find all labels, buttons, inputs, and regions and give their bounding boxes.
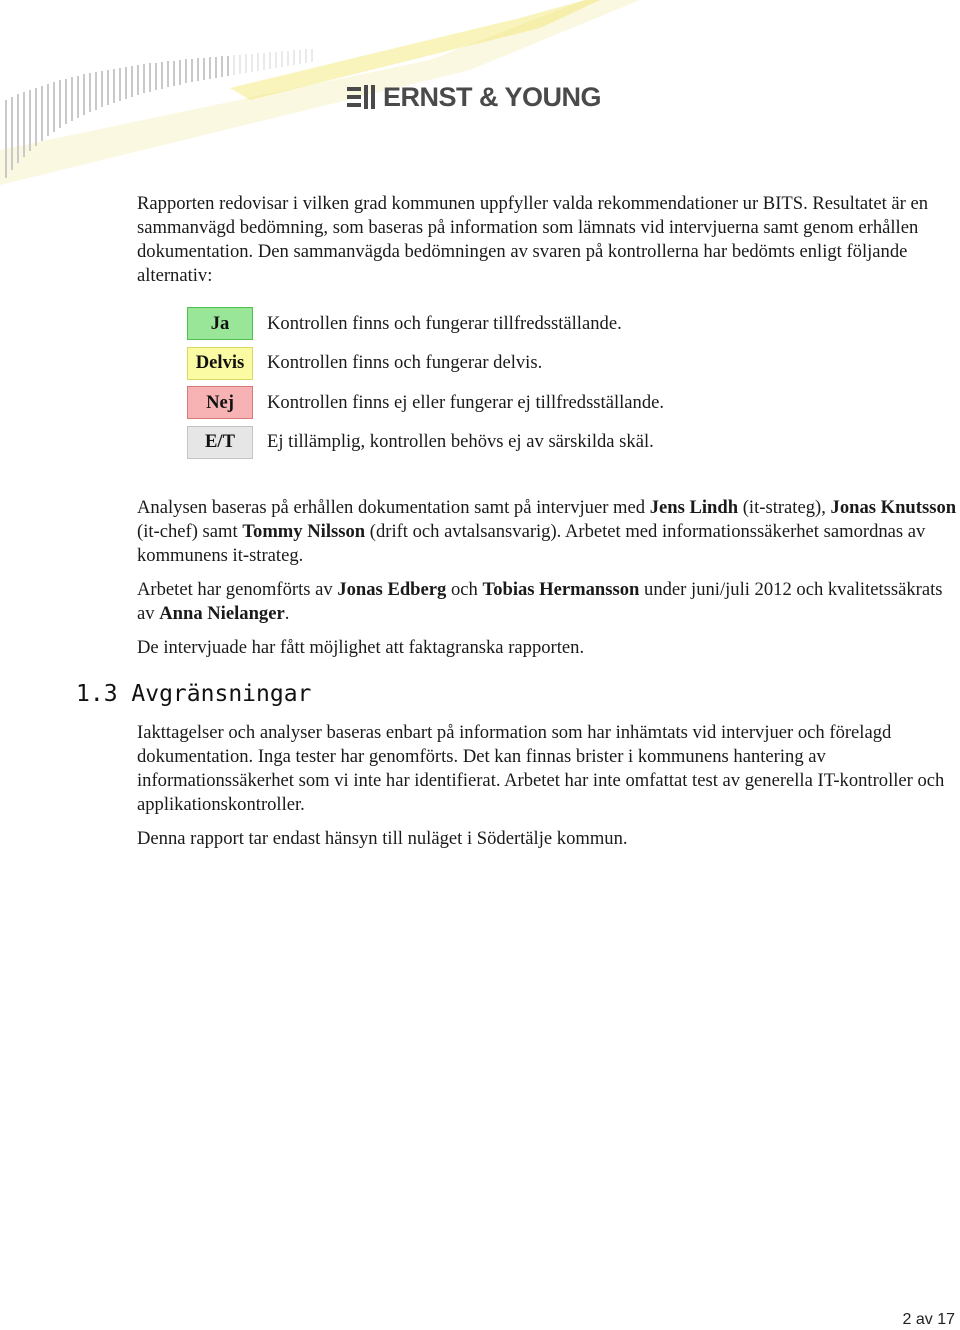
person-name: Jonas Edberg (337, 579, 447, 600)
person-name: Tommy Nilsson (242, 521, 366, 542)
legend-row-nej (187, 383, 664, 423)
person-name: Tobias Hermansson (482, 579, 640, 600)
review-paragraph: De intervjuade har fått möjlighet att faktagranska rapporten. (137, 637, 585, 658)
legend-badge-delvis: Delvis (187, 347, 253, 380)
company-logo (347, 82, 601, 113)
logo-text: ERNST & YOUNG (383, 82, 602, 112)
legend-badge-ja: Ja (187, 307, 253, 340)
person-name: Anna Nielanger (159, 603, 285, 624)
legend-description: Ej tillämplig, kontrollen behövs ej av särskilda skäl. (267, 431, 654, 453)
person-name: Jens Lindh (649, 497, 739, 518)
person-name: Jonas Knutsson (830, 497, 957, 518)
legend-description: Kontrollen finns ej eller fungerar ej tillfredsställande. (267, 391, 665, 413)
section-heading: 1.3 Avgränsningar (76, 681, 312, 707)
text-run: . (284, 603, 290, 624)
text-run: och (446, 579, 483, 600)
ey-logo-mark-icon (347, 85, 377, 111)
limitations-paragraph: Iakttagelser och analyser baseras enbart på information som har inhämtats vid intervjuer och förelagd dokumentation. Inga tester har genomförts. Det kan finnas brister i kommunens hantering av informationssäkerhet som vi inte har identifierat. Arbetet har inte omfattat test av generella IT-kontroller och applikationskontroller. (137, 722, 945, 815)
legend-badge-nej: Nej (187, 386, 253, 419)
legend-description: Kontrollen finns och fungerar delvis. (267, 352, 543, 374)
legend-row-et (187, 423, 664, 463)
legend-row-delvis (187, 344, 664, 384)
scope-paragraph: Denna rapport tar endast hänsyn till nuläget i Södertälje kommun. (137, 828, 628, 849)
text-run: Arbetet har genomförts av (137, 579, 338, 600)
staffing-paragraph (137, 578, 957, 626)
legend-row-ja (187, 304, 664, 344)
intro-paragraph: Rapporten redovisar i vilken grad kommunen uppfyller valda rekommendationer ur BITS. Resultatet är en sammanvägd bedömning, som baseras på information som lämnats vid intervjuerna samt genom erhållen dokumentation. Den sammanvägda bedömningen av svaren på kontrollerna har bedömts enligt följande alternativ: (137, 193, 929, 286)
analysis-paragraph (137, 496, 957, 568)
assessment-legend (187, 304, 664, 462)
page-number: 2 av 17 (902, 1311, 955, 1328)
legend-description: Kontrollen finns och fungerar tillfredsställande. (267, 312, 622, 334)
text-run: Analysen baseras på erhållen dokumentation samt på intervjuer med (137, 497, 650, 518)
text-run: (drift och avtalsansvarig). Arbetet med informationssäkerhet samordnas av kommunens it-strateg. (137, 521, 926, 566)
legend-badge-et: E/T (187, 426, 253, 459)
text-run: (it-strateg), (738, 497, 831, 518)
text-run: under juni/juli 2012 och kvalitetssäkrats av (137, 579, 943, 624)
text-run: (it-chef) samt (137, 521, 243, 542)
